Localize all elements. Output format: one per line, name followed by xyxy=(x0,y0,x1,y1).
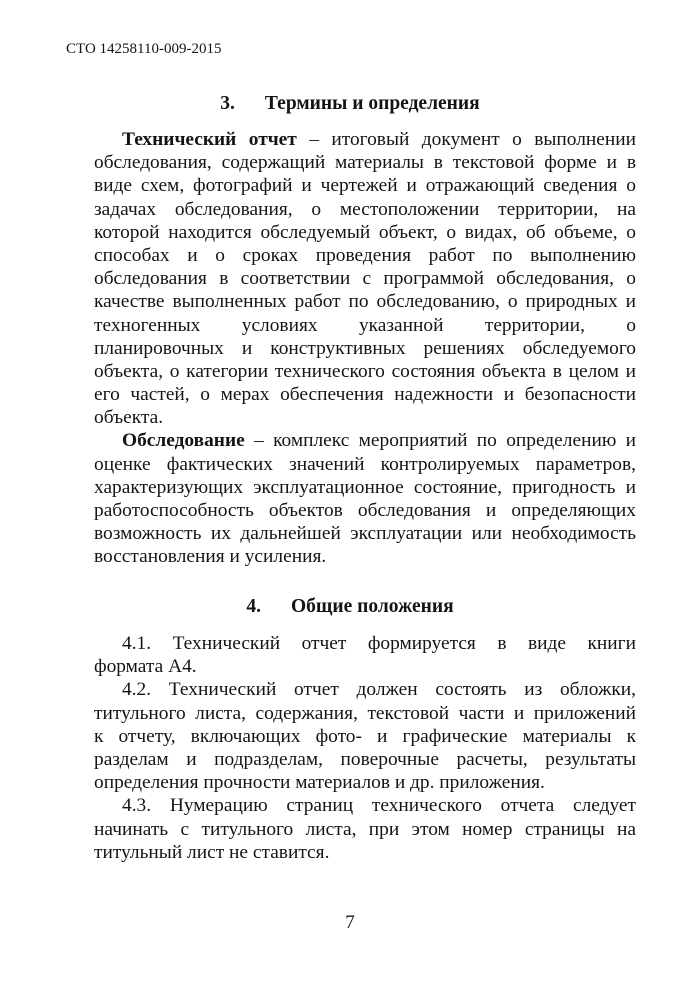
text-line: виде схем, фотографий и чертежей и отражающий сведения о xyxy=(94,175,636,197)
document-code: СТО 14258110-009-2015 xyxy=(66,41,222,57)
section-3-title: Термины и определения xyxy=(264,93,480,114)
section-3-heading xyxy=(0,92,700,116)
text-line: формата А4. xyxy=(94,656,197,678)
text-line: разделам и подразделам, поверочные расчеты, результаты xyxy=(94,748,636,770)
text-line: способах и о сроках проведения работ по выполнению xyxy=(94,244,636,266)
page-number: 7 xyxy=(345,912,355,933)
term-technical-report-line: Технический отчет – итоговый документ о выполнении xyxy=(122,129,636,150)
section-4-title: Общие положения xyxy=(290,596,454,617)
term-inspection-line: Обследование – комплекс мероприятий по определению и xyxy=(122,430,636,452)
text-line: качестве выполненных работ по обследованию, о природных и xyxy=(94,291,636,313)
text-line: к отчету, включающих фото- и графические материалы к xyxy=(94,725,636,747)
text-line: задачах обследования, о местоположении территории, на xyxy=(94,198,636,220)
text-line: планировочных и конструктивных решениях обследуемого xyxy=(94,337,636,359)
text-line: начинать с титульного листа, при этом номер страницы на xyxy=(94,818,636,840)
text-line: работоспособность объектов обследования и определяющих xyxy=(94,500,636,521)
text-line: оценке фактических значений контролируемых параметров, xyxy=(94,453,636,475)
clause-4-1-line: 4.1. Технический отчет формируется в виде книги xyxy=(122,633,636,654)
text-line: титульный лист не ставится. xyxy=(94,841,330,863)
section-3-body xyxy=(94,128,636,569)
text-line: возможность их дальнейшей эксплуатации или необходимость xyxy=(94,523,636,545)
text-line: которой находится обследуемый объект, о видах, об объеме, о xyxy=(94,221,636,243)
text-line: определения прочности материалов и др. приложения. xyxy=(94,772,545,794)
section-3-number: 3. xyxy=(220,93,235,114)
text-line: титульного листа, содержания, текстовой части и приложений xyxy=(94,702,636,724)
text-line: характеризующих эксплуатационное состояние, пригодность и xyxy=(94,476,636,498)
text-line: обследования в соответствии с программой обследования, о xyxy=(94,268,636,290)
section-4-number: 4. xyxy=(246,596,261,617)
section-4-heading xyxy=(0,595,700,619)
text-line: восстановления и усиления. xyxy=(94,546,327,568)
clause-4-3-line: 4.3. Нумерацию страниц технического отчета следует xyxy=(122,795,636,817)
text-line: объекта. xyxy=(94,407,164,429)
text-line: объекта, о категории технического состояния объекта в целом и xyxy=(94,360,636,382)
text-line: обследования, содержащий материалы в текстовой форме и в xyxy=(94,152,636,174)
clause-4-2-line: 4.2. Технический отчет должен состоять из обложки, xyxy=(122,679,636,701)
text-line: его частей, о мерах обеспечения надежности и безопасности xyxy=(94,384,636,406)
text-line: техногенных условиях указанной территории, о xyxy=(94,314,636,336)
section-4-body xyxy=(94,632,636,864)
